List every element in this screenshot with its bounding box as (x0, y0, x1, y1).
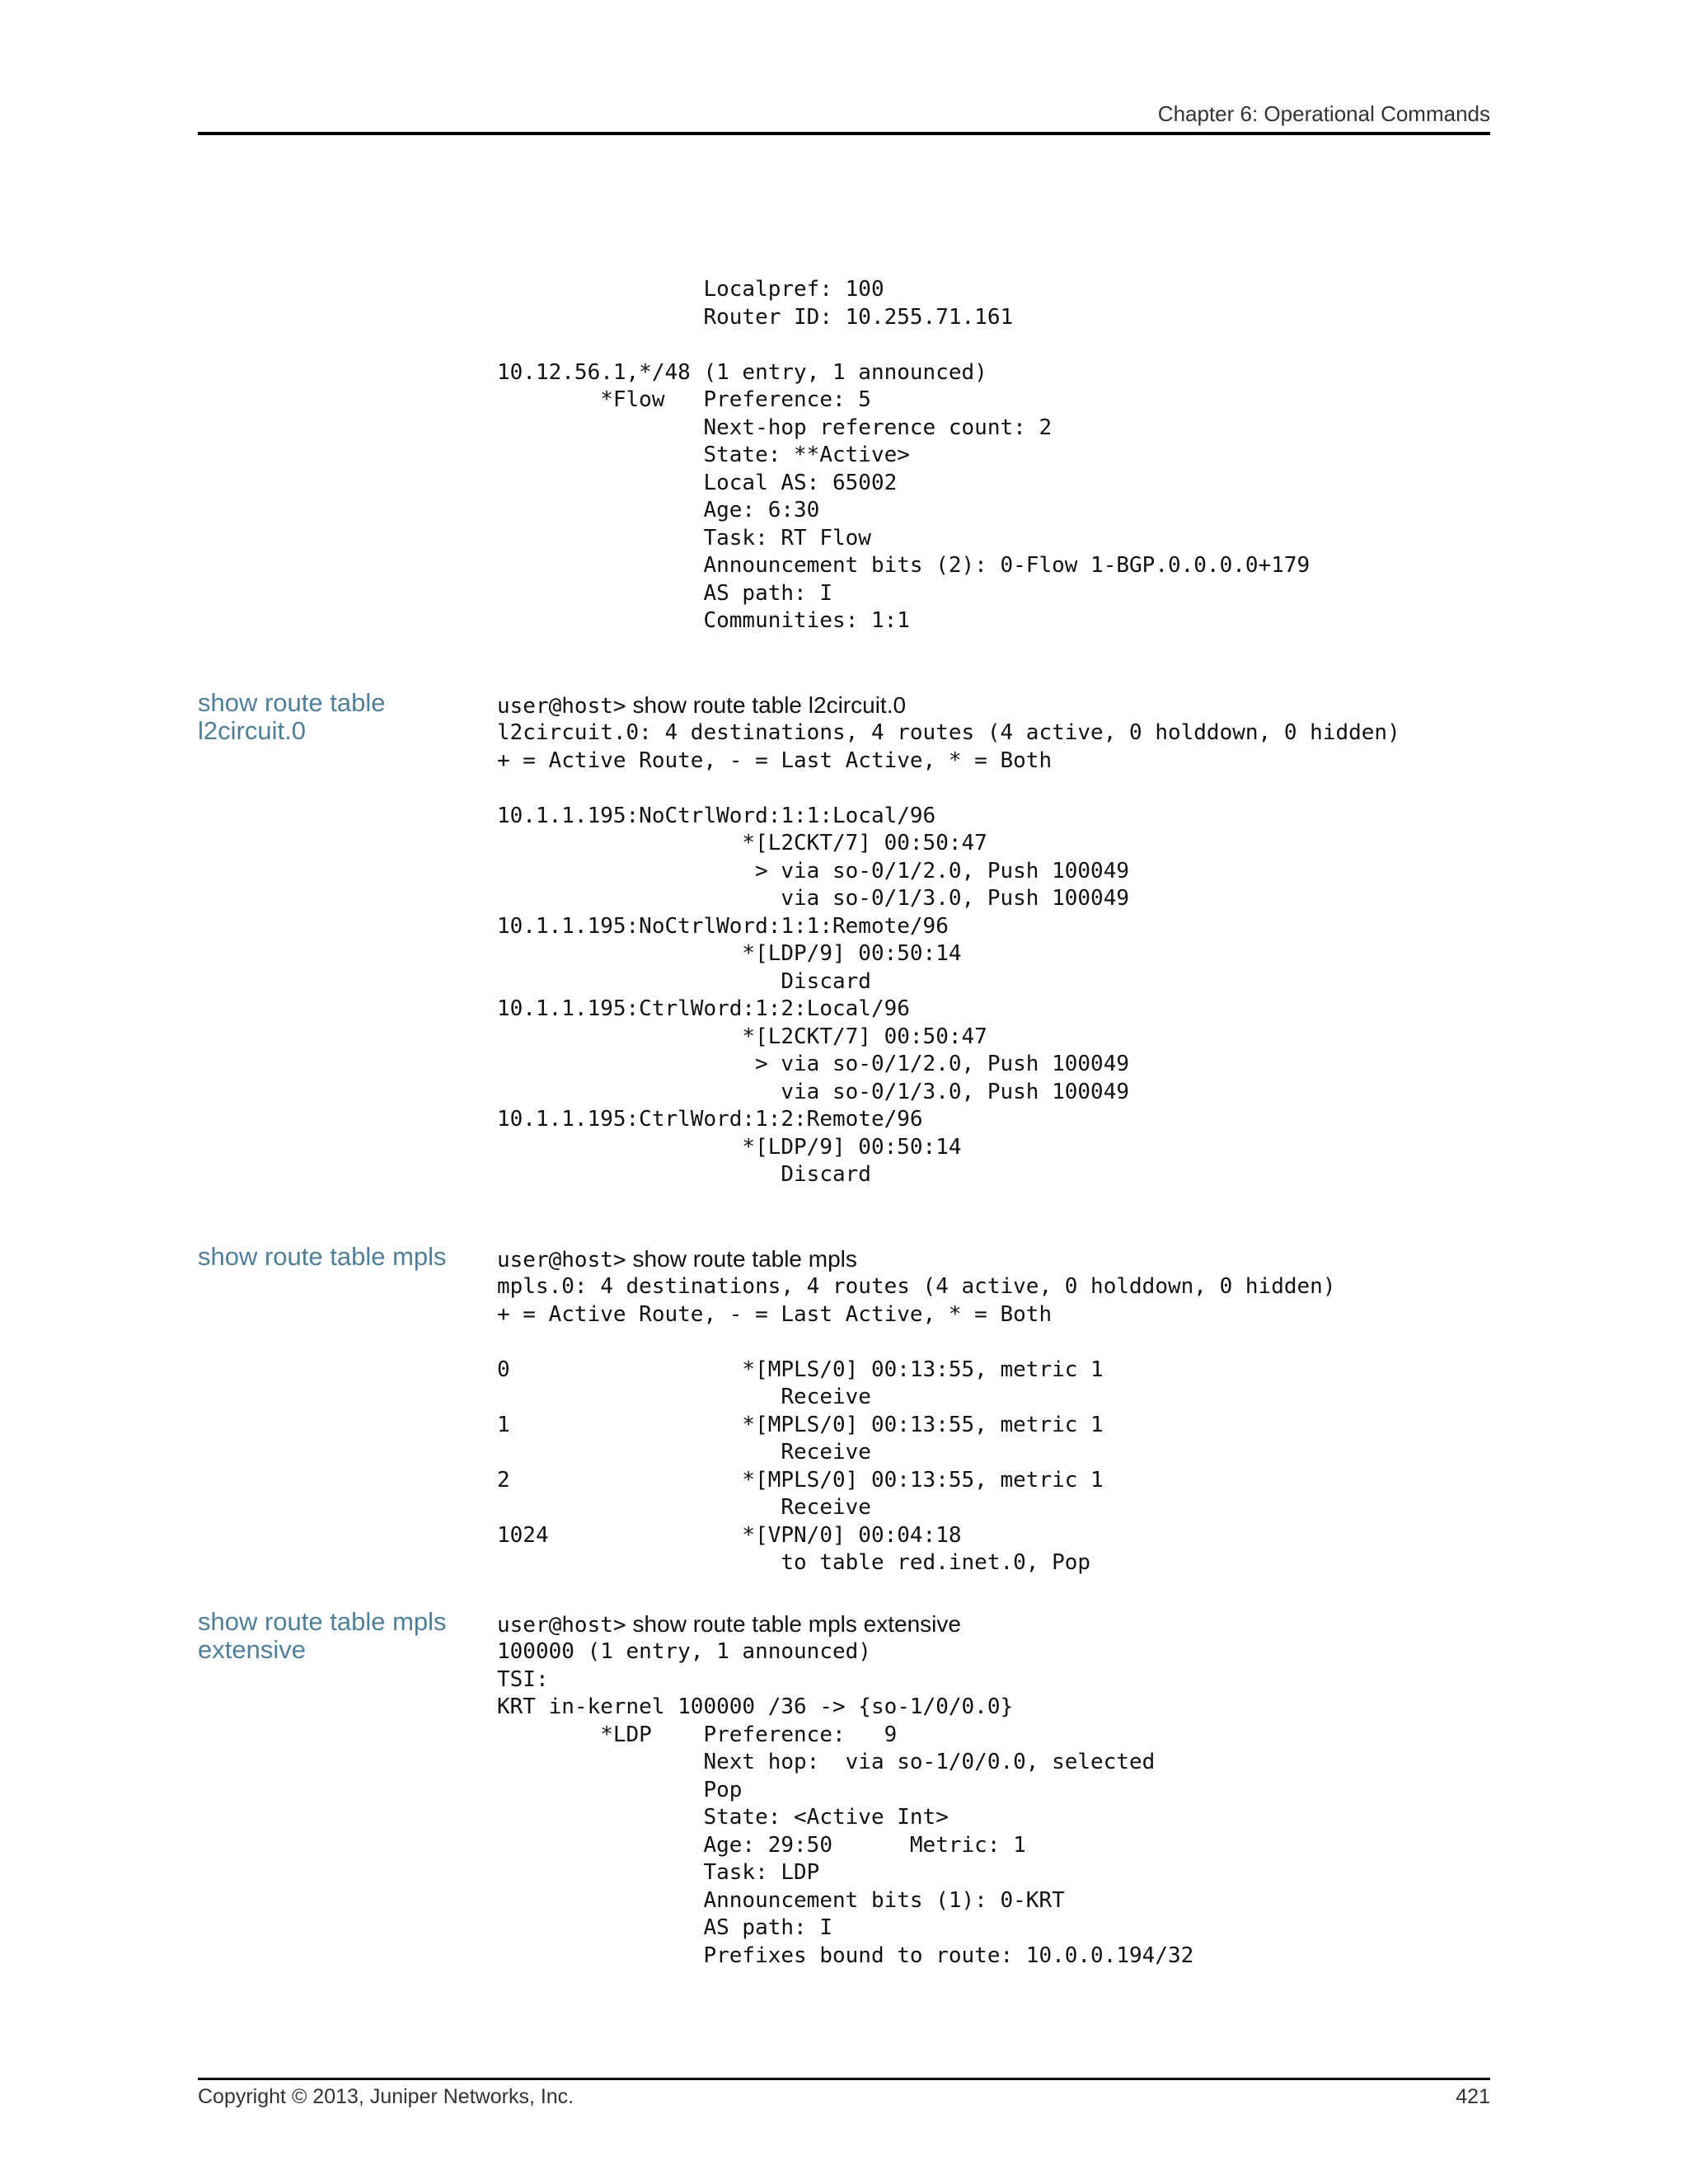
prompt: user@host> (497, 694, 626, 719)
heading-l2circuit: show route table l2circuit.0 (198, 688, 386, 745)
copyright: Copyright © 2013, Juniper Networks, Inc. (198, 2085, 574, 2108)
prompt: user@host> (497, 1613, 626, 1638)
command-line-mpls-extensive (497, 1611, 961, 1638)
mpls-extensive-output: 100000 (1 entry, 1 announced) TSI: KRT in-kernel 100000 /36 -> {so-1/0/0.0} *LDP Preference: 9 Next hop: via so-1/0/0.0, selected Pop State: <Active Int> Age: 29:50 Metric: 1 Task: LDP Announcement bits (1): 0-KRT AS path: I Prefixes bound to route: 10.0.0.194/32 (497, 1639, 1194, 1968)
mpls-output: mpls.0: 4 destinations, 4 routes (4 active, 0 holddown, 0 hidden) + = Active Route, - = Last Active, * = Both 0 *[MPLS/0] 00:13:55, metric 1 Receive 1 *[MPLS/0] 00:13:55, metric 1 Receive 2 *[MPLS/0] 00:13:55, metric 1 Receive 1024 *[VPN/0] 00:04:18 to table red.inet.0, Pop (497, 1274, 1336, 1575)
command-text: show route table l2circuit.0 (632, 692, 907, 718)
chapter-title: Chapter 6: Operational Commands (1157, 101, 1490, 126)
flow-route-output: Localpref: 100 Router ID: 10.255.71.161 10.12.56.1,*/48 (1 entry, 1 announced) *Flow Preference: 5 Next-hop reference count: 2 State: **Active> Local AS: 65002 Age: 6:30 Task: RT Flow Announcement bits (2): 0-Flow 1-BGP.0.0.0.0+179 AS path: I Communities: 1:1 (497, 277, 1311, 633)
l2circuit-output: l2circuit.0: 4 destinations, 4 routes (4 active, 0 holddown, 0 hidden) + = Active Route, - = Last Active, * = Both 10.1.1.195:NoCtrlWord:1:1:Local/96 *[L2CKT/7] 00:50:47 > via so-0/1/2.0, Push 100049 via so-0/1/3.0, Push 100049 10.1.1.195:NoCtrlWord:1:1:Remote/96 *[LDP/9] 00:50:14 Discard 10.1.1.195:CtrlWord:1:2:Local/96 *[L2CKT/7] 00:50:47 > via so-0/1/2.0, Push 100049 via so-0/1/3.0, Push 100049 10.1.1.195:CtrlWord:1:2:Remote/96 *[LDP/9] 00:50:14 Discard (497, 720, 1400, 1187)
heading-mpls: show route table mpls (198, 1242, 447, 1271)
command-line-l2circuit (497, 692, 906, 719)
command-line-mpls (497, 1246, 857, 1272)
header-rule (198, 132, 1490, 135)
page-number: 421 (1456, 2085, 1490, 2108)
heading-mpls-extensive: show route table mpls extensive (198, 1607, 447, 1664)
prompt: user@host> (497, 1248, 626, 1272)
footer-rule (198, 2078, 1490, 2080)
command-text: show route table mpls extensive (632, 1611, 961, 1637)
command-text: show route table mpls (632, 1246, 857, 1272)
